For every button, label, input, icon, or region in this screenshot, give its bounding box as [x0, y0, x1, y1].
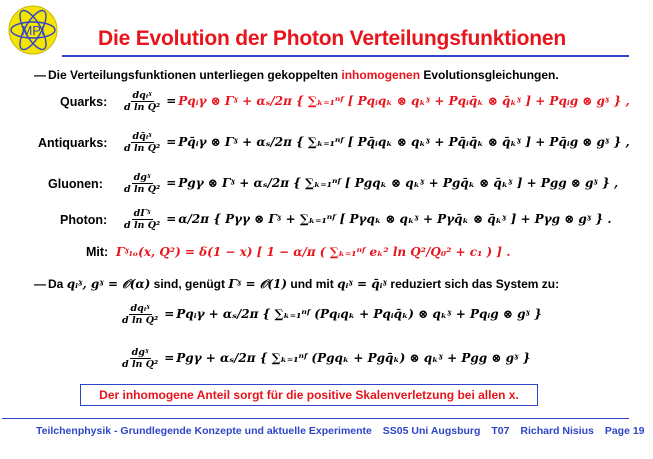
- intro-text-pre: Die Verteilungsfunktionen unterliegen gekoppelten: [48, 68, 342, 82]
- mit-label: Mit:: [86, 245, 109, 259]
- footer: [36, 425, 653, 437]
- equation-body: Pq̄ᵢγ ⊗ Γˠ + αₛ/2π { ∑ₖ₌₁ⁿᶠ [ Pq̄ᵢqₖ ⊗ qₖˠ + Pq̄ᵢq̄ₖ ⊗ q̄ₖˠ ] + Pq̄ᵢg ⊗ gˠ } ,: [178, 135, 630, 149]
- lhs-numerator: dqᵢˠ: [130, 302, 150, 314]
- intro-highlight: inhomogenen: [341, 68, 421, 82]
- lhs-denominator: d ln Q²: [124, 101, 161, 113]
- equation-antiquarks: $\frac{\text{dq̄ᵢˠ}}{\text{d ln Q²}}$ = Pq̄ᵢγ ⊗ Γˠ + αₛ/2π { ∑ₖ₌₁ⁿᶠ [ Pq̄ᵢqₖ ⊗ qₖˠ + Pq̄ᵢq̄ₖ ⊗ q̄ₖˠ ] + Pq̄ᵢg ⊗ gˠ } ,: [124, 130, 630, 154]
- intro-text-post: Evolutionsgleichungen.: [420, 68, 559, 82]
- equation-quarks: $\frac{\text{dqᵢˠ}}{\text{d ln Q²}}$ = Pqᵢγ ⊗ Γˠ + αₛ/2π { ∑ₖ₌₁ⁿᶠ [ Pqᵢqₖ ⊗ qₖˠ + Pqᵢq̄ₖ ⊗ q̄ₖˠ ] + Pqᵢg ⊗ gˠ } ,: [124, 89, 630, 113]
- lhs-denominator: d ln Q²: [122, 358, 159, 370]
- lhs-denominator: d ln Q²: [124, 183, 161, 195]
- equation-label: Antiquarks:: [38, 136, 108, 150]
- equation-body: Pgγ + αₛ/2π { ∑ₖ₌₁ⁿᶠ (Pgqₖ + Pgq̄ₖ) ⊗ qₖˠ + Pgg ⊗ gˠ }: [176, 351, 531, 365]
- reduction-text-mid2: und mit: [287, 277, 338, 291]
- lhs-denominator: d ln Q²: [124, 219, 161, 231]
- condition-3: qᵢˠ = q̄ᵢˠ: [337, 277, 388, 291]
- lhs-numerator: dgˠ: [133, 171, 151, 183]
- condition-2: Γˠ = 𝒪(1): [228, 277, 288, 291]
- condition-1: qᵢˠ, gˠ = 𝒪(α): [66, 277, 151, 291]
- equation-body: Pqᵢγ + αₛ/2π { ∑ₖ₌₁ⁿᶠ (Pqᵢqₖ + Pqᵢq̄ₖ) ⊗ qₖˠ + Pqᵢg ⊗ gˠ }: [176, 307, 542, 321]
- equation-body: Pqᵢγ ⊗ Γˠ + αₛ/2π { ∑ₖ₌₁ⁿᶠ [ Pqᵢqₖ ⊗ qₖˠ + Pqᵢq̄ₖ ⊗ q̄ₖˠ ] + Pqᵢg ⊗ gˠ } ,: [178, 94, 630, 108]
- reduced-equation-gluon: $\frac{\text{dgˠ}}{\text{d ln Q²}}$ = Pgγ + αₛ/2π { ∑ₖ₌₁ⁿᶠ (Pgqₖ + Pgq̄ₖ) ⊗ qₖˠ + Pgg ⊗ gˠ }: [122, 346, 531, 370]
- reduction-text-post: reduziert sich das System zu:: [387, 277, 560, 291]
- conclusion-text: Der inhomogene Anteil sorgt für die positive Skalenverletzung bei allen x.: [99, 388, 519, 402]
- lhs-numerator: dΓˠ: [133, 207, 151, 219]
- header-divider: [62, 55, 629, 57]
- page-title: Die Evolution der Photon Verteilungsfunktionen: [98, 27, 566, 50]
- lhs-numerator: dqᵢˠ: [132, 89, 152, 101]
- mit-formula: Γˠₗₒ(x, Q²) = δ(1 − x) [ 1 − α/π ( ∑ₖ₌₁ⁿᶠ eₖ² ln Q²/Q₀² + c₁ ) ] .: [116, 245, 511, 259]
- equation-label: Quarks:: [60, 95, 108, 109]
- lhs-denominator: d ln Q²: [124, 142, 161, 154]
- reduced-equation-quark: $\frac{\text{dqᵢˠ}}{\text{d ln Q²}}$ = Pqᵢγ + αₛ/2π { ∑ₖ₌₁ⁿᶠ (Pqᵢqₖ + Pqᵢq̄ₖ) ⊗ qₖˠ + Pqᵢg ⊗ gˠ }: [122, 302, 542, 326]
- logo-text: MPI: [21, 23, 45, 38]
- footer-course: Teilchenphysik - Grundlegende Konzepte und aktuelle Experimente: [36, 425, 372, 437]
- mpi-logo: [6, 3, 60, 57]
- footer-divider: [2, 418, 629, 419]
- equation-body: Pgγ ⊗ Γˠ + αₛ/2π { ∑ₖ₌₁ⁿᶠ [ Pgqₖ ⊗ qₖˠ + Pgq̄ₖ ⊗ q̄ₖˠ ] + Pgg ⊗ gˠ } ,: [178, 176, 619, 190]
- equation-label: Photon:: [60, 213, 108, 227]
- footer-term: SS05 Uni Augsburg: [382, 425, 481, 437]
- intro-bullet: — Die Verteilungsfunktionen unterliegen gekoppelten inhomogenen Evolutionsgleichungen.: [34, 68, 559, 82]
- lhs-denominator: d ln Q²: [122, 314, 159, 326]
- footer-code: T07: [491, 425, 510, 437]
- equation-label: Gluonen:: [48, 177, 103, 191]
- equation-gluonen: $\frac{\text{dgˠ}}{\text{d ln Q²}}$ = Pgγ ⊗ Γˠ + αₛ/2π { ∑ₖ₌₁ⁿᶠ [ Pgqₖ ⊗ qₖˠ + Pgq̄ₖ ⊗ q̄ₖˠ ] + Pgg ⊗ gˠ } ,: [124, 171, 619, 195]
- lhs-numerator: dq̄ᵢˠ: [132, 130, 152, 142]
- equation-body: α/2π { Pγγ ⊗ Γˠ + ∑ₖ₌₁ⁿᶠ [ Pγqₖ ⊗ qₖˠ + Pγq̄ₖ ⊗ q̄ₖˠ ] + Pγg ⊗ gˠ } .: [178, 212, 612, 226]
- lhs-numerator: dgˠ: [131, 346, 149, 358]
- reduction-text-mid: sind, genügt: [150, 277, 229, 291]
- reduction-bullet: — Da qᵢˠ, gˠ = 𝒪(α) sind, genügt Γˠ = 𝒪(1) und mit qᵢˠ = q̄ᵢˠ reduziert sich das System zu:: [34, 277, 560, 291]
- footer-author: Richard Nisius: [520, 425, 594, 437]
- reduction-text-pre: Da: [48, 277, 67, 291]
- conclusion-box: [80, 384, 538, 406]
- footer-page: Page 19: [604, 425, 645, 437]
- equation-photon: $\frac{\text{dΓˠ}}{\text{d ln Q²}}$ = α/2π { Pγγ ⊗ Γˠ + ∑ₖ₌₁ⁿᶠ [ Pγqₖ ⊗ qₖˠ + Pγq̄ₖ ⊗ q̄ₖˠ ] + Pγg ⊗ gˠ } .: [124, 207, 612, 231]
